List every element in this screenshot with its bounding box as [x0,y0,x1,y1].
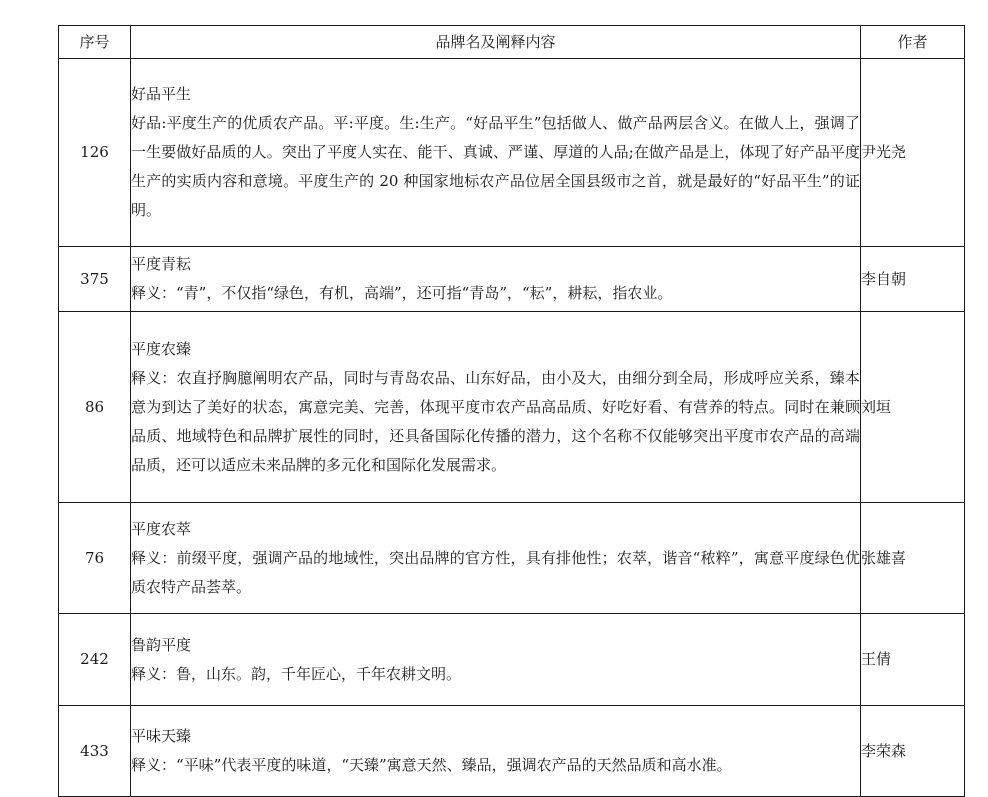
row-content [131,706,861,797]
row-author: 张雄喜 [861,503,965,614]
header-no: 序号 [59,26,131,59]
table-row [59,59,965,247]
table-row [59,247,965,312]
row-author: 刘垣 [861,312,965,503]
header-row [59,26,965,59]
row-author: 李荣森 [861,706,965,797]
table-row [59,614,965,706]
row-number: 433 [59,706,131,797]
row-number: 375 [59,247,131,312]
brand-name: 鲁韵平度 [131,635,192,654]
row-number: 126 [59,59,131,247]
header-author: 作者 [861,26,965,59]
table-row [59,312,965,503]
row-author: 尹光尧 [861,59,965,247]
row-number: 242 [59,614,131,706]
row-author: 王倩 [861,614,965,706]
row-content [131,247,861,312]
header-content: 品牌名及阐释内容 [131,26,861,59]
brand-name: 平味天臻 [131,727,192,745]
brand-name: 平度青耘 [131,255,192,273]
row-number: 76 [59,503,131,614]
table-row [59,706,965,797]
row-author: 李自朝 [861,247,965,312]
row-content [131,59,861,247]
brand-name: 平度农臻 [131,339,192,358]
row-content [131,312,861,503]
brand-name: 好品平生 [131,85,192,103]
brand-table [58,25,965,797]
brand-description: 释义：“平味”代表平度的味道，“天臻”寓意天然、臻品，强调农产品的天然品质和高水准。 [131,756,732,774]
brand-description: 释义：前缀平度，强调产品的地域性，突出品牌的官方性，具有排他性；农萃，谐音“秾粹”，寓意平度绿色优质农特产品荟萃。 [131,548,860,596]
brand-description: 释义：鲁，山东。韵，千年匠心，千年农耕文明。 [131,664,462,683]
row-content [131,503,861,614]
row-number: 86 [59,312,131,503]
brand-name: 平度农萃 [131,519,192,538]
brand-description: 释义：农直抒胸臆阐明农产品，同时与青岛农品、山东好品，由小及大，由细分到全局，形成呼应关系，臻本意为到达了美好的状态，寓意完美、完善，体现平度市农产品高品质、好吃好看、有营养的特点。同时在兼顾品质、地域特色和品牌扩展性的同时，还具备国际化传播的潜力，这个名称不仅能够突出平度市农产品的高端品质，还可以适应未来品牌的多元化和国际化发展需求。 [131,368,860,474]
brand-description: 释义：“青”，不仅指“绿色，有机，高端”，还可指“青岛”，“耘”，耕耘，指农业。 [131,284,673,302]
row-content [131,614,861,706]
table-row [59,503,965,614]
brand-description: 好品:平度生产的优质农产品。平:平度。生:生产。“好品平生”包括做人、做产品两层含义。在做人上，强调了一生要做好品质的人。突出了平度人实在、能干、真诚、严谨、厚道的人品;在做产品是上，体现了好产品平度生产的实质内容和意境。平度生产的 20 种国家地标农产品位居全国县级市之首，就是最好的“好品平生”的证明。 [131,114,860,219]
